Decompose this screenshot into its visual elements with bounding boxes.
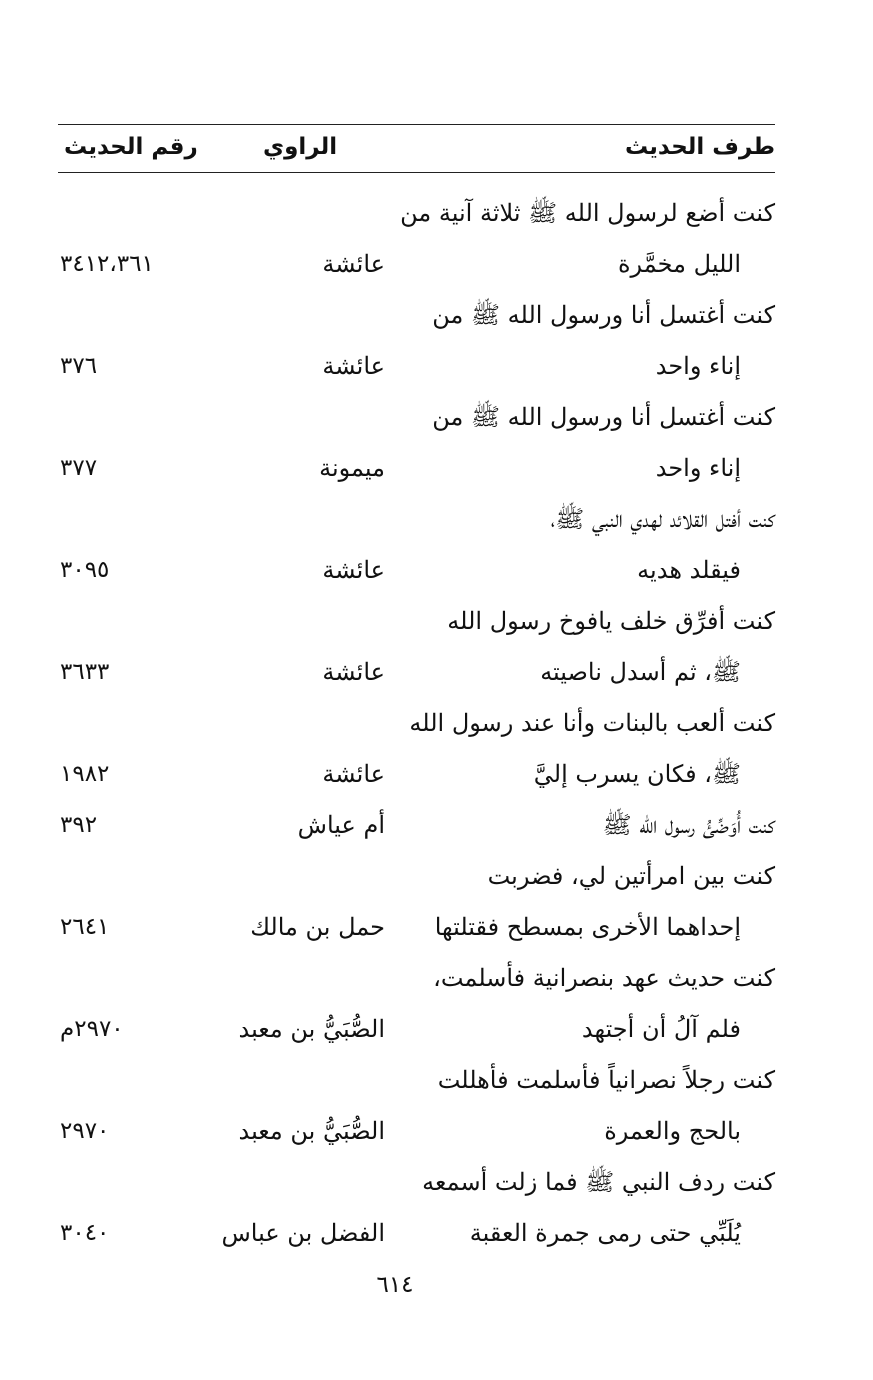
hadith-text: كنت أغتسل أنا ورسول الله ﷺ من	[432, 403, 775, 431]
entry-line	[58, 392, 775, 443]
hadith-text: كنت أفرِّق خلف يافوخ رسول الله	[447, 607, 775, 635]
hadith-number: ٢٦٤١	[60, 914, 110, 940]
hadith-text: كنت حديث عهد بنصرانية فأسلمت،	[433, 964, 775, 992]
entry-line	[58, 647, 775, 698]
header-hadith-label: طرف الحديث	[624, 134, 775, 160]
hadith-text: كنت بين امرأتين لي، فضربت	[487, 862, 775, 890]
hadith-number: ٣٧٧	[60, 455, 98, 481]
index-entry	[58, 596, 775, 698]
hadith-text: إناء واحد	[655, 454, 741, 482]
index-entry	[58, 392, 775, 494]
header-narrator-label: الراوي	[263, 134, 338, 160]
index-entry	[58, 851, 775, 953]
hadith-text: بالحج والعمرة	[604, 1117, 741, 1145]
narrator-name: الصُّبَيُّ بن معبد	[238, 1015, 385, 1043]
entry-line	[58, 851, 775, 902]
hadith-text: كنت أُوَضِّئُ رسول الله ﷺ	[602, 811, 775, 839]
narrator-name: ميمونة	[319, 454, 385, 482]
narrator-name: عائشة	[322, 658, 385, 686]
hadith-text: فلم آلُ أن أجتهد	[581, 1015, 741, 1043]
hadith-text: كنت أضع لرسول الله ﷺ ثلاثة آنية من	[400, 199, 775, 227]
hadith-number: ٣٦٣٣	[60, 659, 110, 685]
index-entry	[58, 494, 775, 596]
hadith-text: كنت رجلاً نصرانياً فأسلمت فأهللت	[437, 1066, 775, 1094]
entry-line	[58, 1208, 775, 1259]
narrator-name: عائشة	[322, 760, 385, 788]
narrator-name: عائشة	[322, 352, 385, 380]
hadith-text: إحداهما الأخرى بمسطح فقتلتها	[434, 913, 741, 941]
entry-line	[58, 239, 775, 290]
narrator-name: عائشة	[322, 250, 385, 278]
page-number: ٦١٤	[376, 1272, 414, 1298]
index-entry	[58, 290, 775, 392]
index-entry	[58, 1157, 775, 1259]
entry-line	[58, 1157, 775, 1208]
entry-line	[58, 749, 775, 800]
entry-line	[58, 443, 775, 494]
entry-line	[58, 188, 775, 239]
entry-line	[58, 494, 775, 545]
narrator-name: الفضل بن عباس	[221, 1219, 385, 1247]
hadith-number: ١٩٨٢	[60, 761, 110, 787]
narrator-name: أم عياش	[297, 811, 385, 839]
entry-line	[58, 1004, 775, 1055]
hadith-index-list	[58, 188, 775, 1259]
hadith-number: ٣٠٤٠	[60, 1220, 110, 1246]
entry-line	[58, 1055, 775, 1106]
index-entry	[58, 188, 775, 290]
narrator-name: حمل بن مالك	[250, 913, 385, 941]
hadith-number: ٣٠٩٥	[60, 557, 110, 583]
entry-line	[58, 953, 775, 1004]
hadith-text: ﷺ، ثم أسدل ناصيته	[540, 658, 741, 686]
index-entry	[58, 698, 775, 800]
entry-line	[58, 341, 775, 392]
hadith-number: ٣٤١٢،٣٦١	[60, 251, 154, 277]
entry-line	[58, 902, 775, 953]
hadith-text: كنت ألعب بالبنات وأنا عند رسول الله	[409, 709, 775, 737]
hadith-number: ٢٩٧٠	[60, 1118, 110, 1144]
hadith-number: ٣٧٦	[60, 353, 98, 379]
index-entry	[58, 953, 775, 1055]
hadith-text: فيقلد هديه	[637, 556, 741, 584]
hadith-number: ٣٩٢	[60, 812, 98, 838]
hadith-text: كنت ردف النبي ﷺ فما زلت أسمعه	[422, 1168, 775, 1196]
header-top-rule	[58, 124, 775, 125]
index-entry	[58, 800, 775, 851]
hadith-text: كنت أفتل القلائد لهدي النبي ﷺ،	[550, 505, 775, 533]
hadith-text: كنت أغتسل أنا ورسول الله ﷺ من	[432, 301, 775, 329]
entry-line	[58, 698, 775, 749]
entry-line	[58, 596, 775, 647]
hadith-text: إناء واحد	[655, 352, 741, 380]
hadith-text: يُلَبِّي حتى رمى جمرة العقبة	[469, 1219, 741, 1247]
hadith-number: ٢٩٧٠م	[60, 1016, 124, 1042]
entry-line	[58, 800, 775, 851]
entry-line	[58, 545, 775, 596]
hadith-text: ﷺ، فكان يسرب إليَّ	[533, 760, 741, 788]
header-number-label: رقم الحديث	[64, 134, 198, 160]
entry-line	[58, 290, 775, 341]
entry-line	[58, 1106, 775, 1157]
header-bottom-rule	[58, 172, 775, 173]
narrator-name: عائشة	[322, 556, 385, 584]
hadith-text: الليل مخمَّرة	[617, 250, 741, 278]
narrator-name: الصُّبَيُّ بن معبد	[238, 1117, 385, 1145]
table-header	[58, 130, 775, 168]
index-entry	[58, 1055, 775, 1157]
